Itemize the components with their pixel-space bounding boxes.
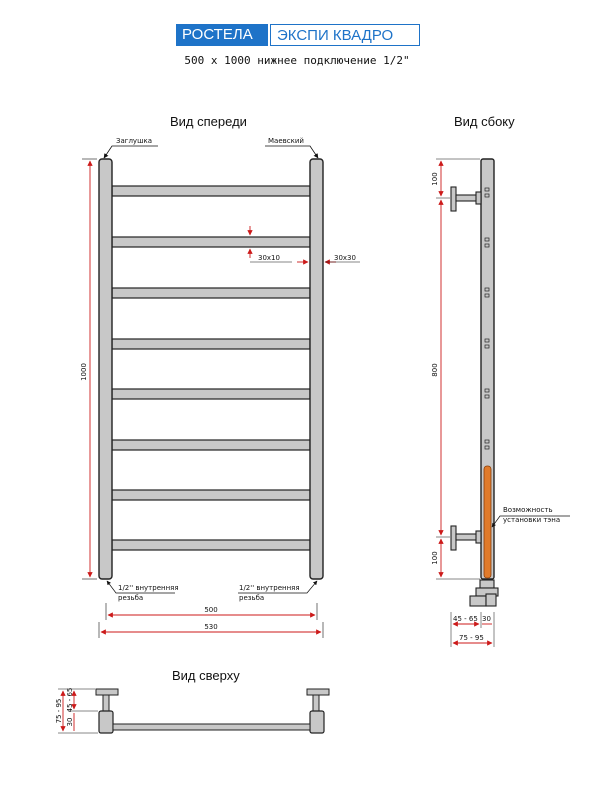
height-label: 1000 (80, 363, 88, 381)
right-post (310, 159, 323, 579)
right-wall-plate (307, 689, 329, 695)
side-view (431, 159, 570, 647)
left-post-top (99, 711, 113, 733)
bottom-wall-bracket (451, 526, 481, 550)
model-label: ЭКСПИ КВАДРО (270, 24, 420, 46)
bottom-connector (470, 580, 498, 606)
right-bracket-stem (313, 695, 319, 711)
heater-note-2: установки тэна (503, 516, 561, 524)
crossbar (112, 237, 310, 247)
left-post (99, 159, 112, 579)
left-wall-plate (96, 689, 118, 695)
top-view-title: Вид сверху (172, 668, 240, 683)
cap-label: Заглушка (116, 137, 152, 145)
top-depth-label-c: 45 - 65 (66, 687, 74, 713)
valve-leader (265, 146, 318, 158)
side-view-title: Вид сбоку (454, 114, 515, 129)
left-bracket-stem (103, 695, 109, 711)
depth-label-3: 75 - 95 (459, 634, 484, 642)
top-wall-bracket (451, 187, 481, 211)
overall-width-label: 530 (204, 623, 218, 631)
brand-label: РОСТЕЛА (176, 24, 268, 46)
crossbar (112, 540, 310, 550)
right-post-top (310, 711, 324, 733)
top-depth-label-b: 30 (66, 717, 74, 727)
center-width-label: 500 (204, 606, 218, 614)
left-thread-label-2: резьба (118, 594, 144, 602)
post-dim-label: 30х30 (334, 254, 356, 262)
heater-element (484, 466, 491, 578)
bottom-offset-label: 100 (431, 551, 439, 565)
depth-label-1: 45 - 65 (453, 615, 478, 623)
crossbar (112, 288, 310, 298)
crossbar (112, 389, 310, 399)
front-view (80, 137, 360, 638)
left-thread-label-1: 1/2'' внутренняя (118, 584, 179, 592)
top-view (55, 688, 329, 733)
front-crossbars (112, 186, 310, 550)
depth-label-2: 30 (482, 615, 491, 623)
top-depth-label-a: 75 - 95 (55, 698, 63, 724)
bar-dim-label: 30х10 (258, 254, 280, 262)
crossbar (112, 186, 310, 196)
right-thread-label-1: 1/2'' внутренняя (239, 584, 300, 592)
heater-note-1: Возможность (503, 506, 553, 514)
middle-label: 800 (431, 363, 439, 377)
front-view-title: Вид спереди (170, 114, 247, 129)
top-offset-label: 100 (431, 172, 439, 186)
product-subtitle: 500 х 1000 нижнее подключение 1/2" (184, 54, 410, 67)
cap-leader (104, 146, 158, 158)
top-crossbar (113, 724, 310, 730)
crossbar (112, 490, 310, 500)
right-thread-label-2: резьба (239, 594, 265, 602)
crossbar (112, 440, 310, 450)
valve-label: Маевский (268, 137, 304, 145)
crossbar (112, 339, 310, 349)
